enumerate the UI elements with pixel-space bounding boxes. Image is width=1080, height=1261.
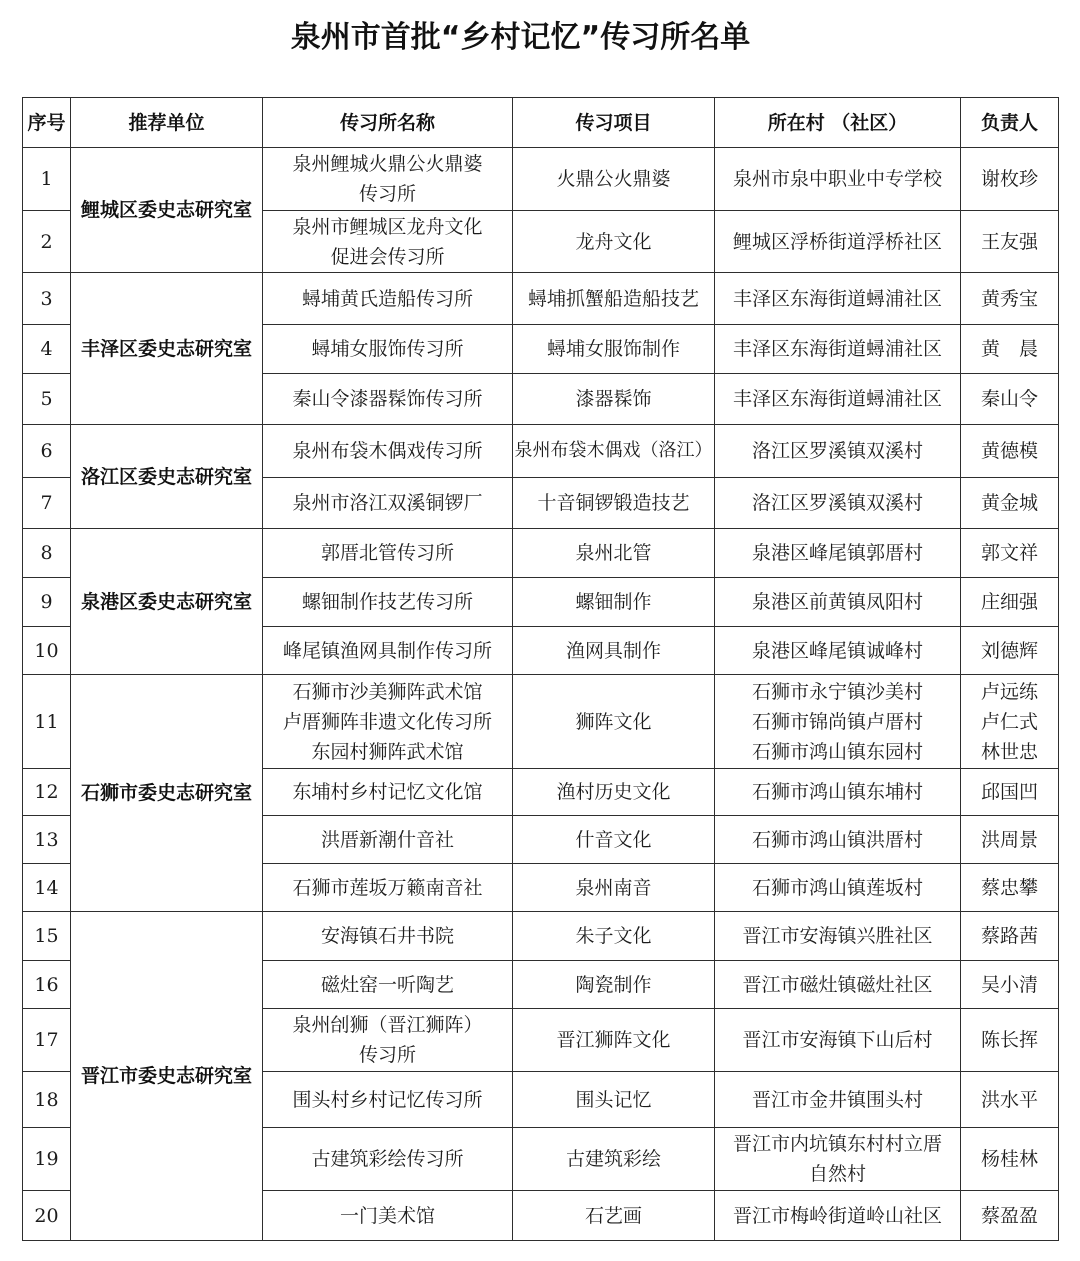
heritage-project: 泉州布袋木偶戏（洛江） <box>513 425 715 478</box>
center-name-line: 传习所 <box>358 183 416 205</box>
center-name-line: 东园村狮阵武术馆 <box>311 740 464 763</box>
center-name-line: 泉州市鲤城区龙舟文化 <box>292 215 483 238</box>
village-location: 泉州市泉中职业中专学校 <box>715 148 961 211</box>
village-location-line: 晋江市内坑镇东村村立厝 <box>732 1133 942 1155</box>
row-number: 11 <box>23 675 71 769</box>
village-location-line: 石狮市永宁镇沙美村 <box>751 680 923 703</box>
person-in-charge: 蔡忠攀 <box>961 864 1059 912</box>
person-in-charge: 黄 晨 <box>961 325 1059 374</box>
person-in-charge: 陈长挥 <box>961 1009 1059 1072</box>
heritage-project: 朱子文化 <box>513 912 715 961</box>
table-row <box>23 148 1059 211</box>
village-location: 洛江区罗溪镇双溪村 <box>715 425 961 478</box>
center-name: 郭厝北管传习所 <box>263 529 513 578</box>
center-name: 泉州市洛江双溪铜锣厂 <box>263 478 513 529</box>
village-location: 泉港区峰尾镇郭厝村 <box>715 529 961 578</box>
village-location: 洛江区罗溪镇双溪村 <box>715 478 961 529</box>
column-header-project: 传习项目 <box>513 98 715 148</box>
center-name: 石狮市莲坂万籁南音社 <box>263 864 513 912</box>
village-location: 丰泽区东海街道蟳浦社区 <box>715 374 961 425</box>
heritage-project: 晋江狮阵文化 <box>513 1009 715 1072</box>
center-name: 螺钿制作技艺传习所 <box>263 578 513 627</box>
recommending-unit: 洛江区委史志研究室 <box>71 425 263 529</box>
center-name: 一门美术馆 <box>263 1191 513 1241</box>
village-location: 丰泽区东海街道蟳浦社区 <box>715 325 961 374</box>
village-location-line: 自然村 <box>808 1163 866 1185</box>
village-location: 石狮市鸿山镇莲坂村 <box>715 864 961 912</box>
recommending-unit: 丰泽区委史志研究室 <box>71 273 263 425</box>
village-location: 晋江市磁灶镇磁灶社区 <box>715 961 961 1009</box>
person-in-charge: 蔡路茜 <box>961 912 1059 961</box>
person-in-charge-line: 林世忠 <box>980 740 1038 763</box>
table-row <box>23 529 1059 578</box>
column-header-location: 所在村 （社区） <box>715 98 961 148</box>
village-location <box>715 1128 961 1191</box>
center-name: 安海镇石井书院 <box>263 912 513 961</box>
person-in-charge-line: 卢远练 <box>980 680 1038 703</box>
column-header-no: 序号 <box>23 98 71 148</box>
heritage-project: 蟳埔女服饰制作 <box>513 325 715 374</box>
person-in-charge-line: 卢仁式 <box>980 710 1038 733</box>
center-name <box>263 211 513 273</box>
heritage-project: 泉州北管 <box>513 529 715 578</box>
center-name-line: 传习所 <box>358 1044 416 1066</box>
row-number: 18 <box>23 1072 71 1128</box>
table-row <box>23 273 1059 325</box>
row-number: 12 <box>23 769 71 816</box>
village-location-line: 石狮市锦尚镇卢厝村 <box>751 710 923 733</box>
table-row <box>23 912 1059 961</box>
village-location: 石狮市鸿山镇洪厝村 <box>715 816 961 864</box>
row-number: 4 <box>23 325 71 374</box>
row-number: 5 <box>23 374 71 425</box>
person-in-charge: 黄秀宝 <box>961 273 1059 325</box>
person-in-charge: 庄细强 <box>961 578 1059 627</box>
center-name: 洪厝新潮什音社 <box>263 816 513 864</box>
center-name: 东埔村乡村记忆文化馆 <box>263 769 513 816</box>
village-location: 晋江市金井镇围头村 <box>715 1072 961 1128</box>
village-location: 石狮市鸿山镇东埔村 <box>715 769 961 816</box>
row-number: 9 <box>23 578 71 627</box>
person-in-charge <box>961 675 1059 769</box>
center-name-line: 促进会传习所 <box>330 245 445 268</box>
person-in-charge: 黄德模 <box>961 425 1059 478</box>
heritage-project: 什音文化 <box>513 816 715 864</box>
village-location: 晋江市安海镇兴胜社区 <box>715 912 961 961</box>
village-location: 晋江市安海镇下山后村 <box>715 1009 961 1072</box>
heritage-project: 石艺画 <box>513 1191 715 1241</box>
heritage-project: 龙舟文化 <box>513 211 715 273</box>
column-header-name: 传习所名称 <box>263 98 513 148</box>
column-header-person: 负责人 <box>961 98 1059 148</box>
recommending-unit: 晋江市委史志研究室 <box>71 912 263 1241</box>
center-name: 围头村乡村记忆传习所 <box>263 1072 513 1128</box>
heritage-project: 螺钿制作 <box>513 578 715 627</box>
center-name: 磁灶窑一听陶艺 <box>263 961 513 1009</box>
table-row <box>23 675 1059 769</box>
row-number: 8 <box>23 529 71 578</box>
row-number: 3 <box>23 273 71 325</box>
heritage-project: 陶瓷制作 <box>513 961 715 1009</box>
person-in-charge: 邱国凹 <box>961 769 1059 816</box>
person-in-charge: 郭文祥 <box>961 529 1059 578</box>
table-row <box>23 425 1059 478</box>
center-name-line: 泉州鲤城火鼎公火鼎婆 <box>292 153 483 175</box>
person-in-charge: 秦山令 <box>961 374 1059 425</box>
row-number: 7 <box>23 478 71 529</box>
roster-table <box>22 97 1059 1241</box>
village-location: 泉港区前黄镇凤阳村 <box>715 578 961 627</box>
center-name: 蟳埔黄氏造船传习所 <box>263 273 513 325</box>
person-in-charge: 黄金城 <box>961 478 1059 529</box>
row-number: 13 <box>23 816 71 864</box>
center-name <box>263 1009 513 1072</box>
village-location: 泉港区峰尾镇诚峰村 <box>715 627 961 675</box>
row-number: 19 <box>23 1128 71 1191</box>
village-location-line: 石狮市鸿山镇东园村 <box>751 740 923 763</box>
header-row <box>23 98 1059 148</box>
heritage-project: 狮阵文化 <box>513 675 715 769</box>
page-title: 泉州市首批“乡村记忆”传习所名单 <box>290 20 751 55</box>
heritage-project: 蟳埔抓蟹船造船技艺 <box>513 273 715 325</box>
row-number: 14 <box>23 864 71 912</box>
row-number: 6 <box>23 425 71 478</box>
village-location: 鲤城区浮桥街道浮桥社区 <box>715 211 961 273</box>
recommending-unit: 石狮市委史志研究室 <box>71 675 263 912</box>
person-in-charge: 王友强 <box>961 211 1059 273</box>
person-in-charge: 刘德辉 <box>961 627 1059 675</box>
person-in-charge: 蔡盈盈 <box>961 1191 1059 1241</box>
center-name-line: 石狮市沙美狮阵武术馆 <box>292 680 483 703</box>
heritage-project: 火鼎公火鼎婆 <box>513 148 715 211</box>
row-number: 15 <box>23 912 71 961</box>
heritage-project: 渔网具制作 <box>513 627 715 675</box>
center-name: 古建筑彩绘传习所 <box>263 1128 513 1191</box>
village-location <box>715 675 961 769</box>
row-number: 16 <box>23 961 71 1009</box>
recommending-unit: 鲤城区委史志研究室 <box>71 148 263 273</box>
row-number: 20 <box>23 1191 71 1241</box>
person-in-charge: 吴小清 <box>961 961 1059 1009</box>
heritage-project: 围头记忆 <box>513 1072 715 1128</box>
person-in-charge: 洪周景 <box>961 816 1059 864</box>
recommending-unit: 泉港区委史志研究室 <box>71 529 263 675</box>
column-header-unit: 推荐单位 <box>71 98 263 148</box>
center-name <box>263 675 513 769</box>
village-location: 丰泽区东海街道蟳浦社区 <box>715 273 961 325</box>
row-number: 17 <box>23 1009 71 1072</box>
row-number: 10 <box>23 627 71 675</box>
heritage-project: 渔村历史文化 <box>513 769 715 816</box>
heritage-project: 漆器髹饰 <box>513 374 715 425</box>
center-name: 泉州布袋木偶戏传习所 <box>263 425 513 478</box>
row-number: 2 <box>23 211 71 273</box>
center-name: 蟳埔女服饰传习所 <box>263 325 513 374</box>
heritage-project: 古建筑彩绘 <box>513 1128 715 1191</box>
center-name: 峰尾镇渔网具制作传习所 <box>263 627 513 675</box>
center-name: 秦山令漆器髹饰传习所 <box>263 374 513 425</box>
center-name <box>263 148 513 211</box>
row-number: 1 <box>23 148 71 211</box>
center-name-line: 卢厝狮阵非遗文化传习所 <box>282 710 492 733</box>
village-location: 晋江市梅岭街道岭山社区 <box>715 1191 961 1241</box>
person-in-charge: 洪水平 <box>961 1072 1059 1128</box>
heritage-project: 泉州南音 <box>513 864 715 912</box>
center-name-line: 泉州刣狮（晋江狮阵） <box>292 1014 483 1036</box>
person-in-charge: 谢枚珍 <box>961 148 1059 211</box>
person-in-charge: 杨桂林 <box>961 1128 1059 1191</box>
heritage-project: 十音铜锣锻造技艺 <box>513 478 715 529</box>
